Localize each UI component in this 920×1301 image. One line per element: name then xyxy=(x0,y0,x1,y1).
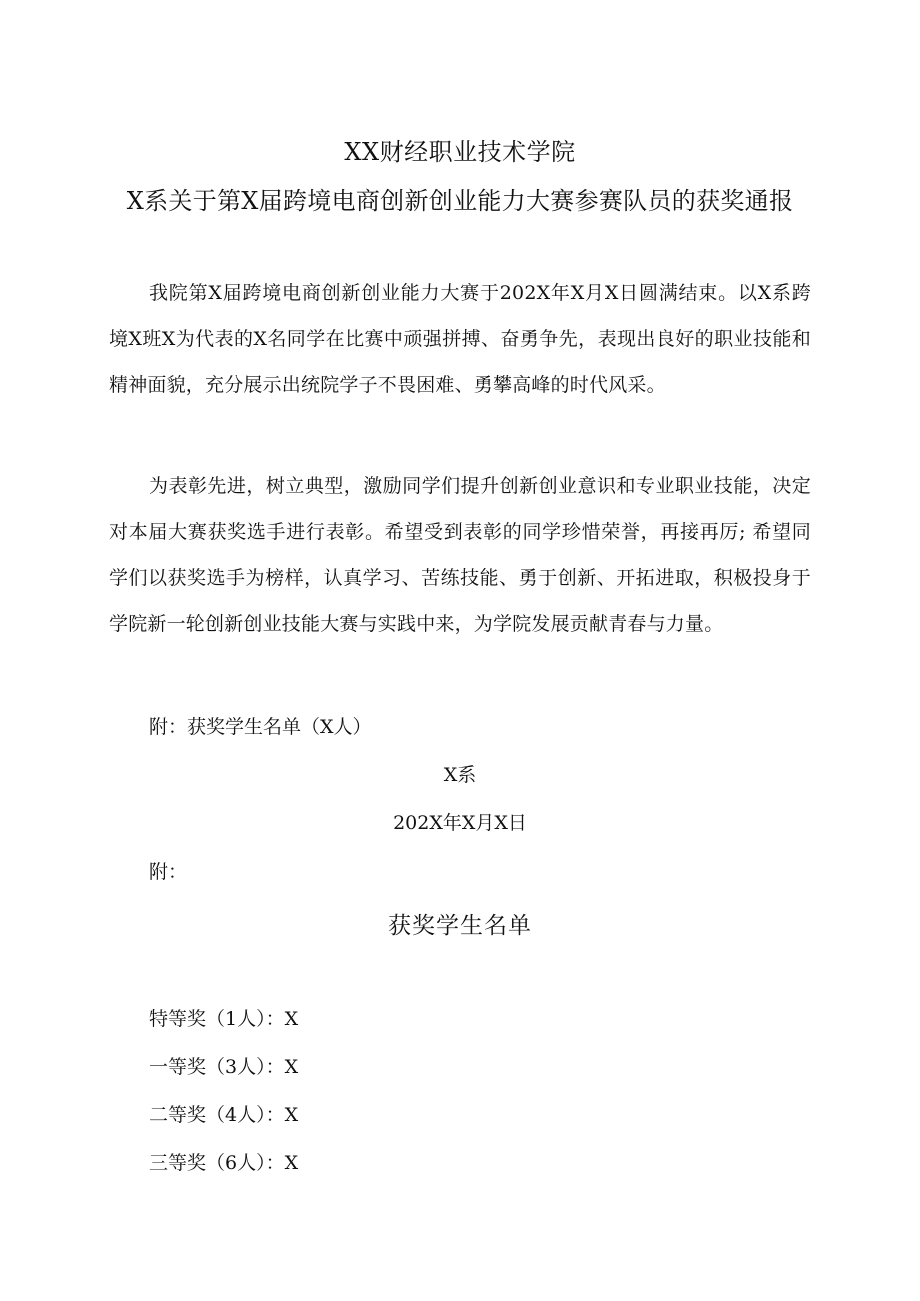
award-third: 三等奖（6人）：X xyxy=(149,1152,299,1174)
signature-department: X系 xyxy=(443,764,477,786)
award-special: 特等奖（1人）：X xyxy=(149,1008,299,1030)
paragraph-text: 为表彰先进，树立典型，激励同学们提升创新创业意识和专业职业技能，决定对本届大赛获奖选手进行表彰。希望受到表彰的同学珍惜荣誉，再接再厉; 希望同学们以获奖选手为榜样，认真学习、苦练技能、勇于创新、开拓进取，积极投身于学院新一轮创新创业技能大赛与实践中来，为学院发展贡献青春与力量。 xyxy=(109,475,811,635)
attachment-label: 附： xyxy=(149,861,188,883)
attachment-note: 附：获奖学生名单（X人） xyxy=(149,716,372,738)
signature-date: 202X年X月X日 xyxy=(393,812,527,834)
body-paragraph-2 xyxy=(109,463,811,647)
school-name: XX财经职业技术学院 xyxy=(344,138,576,166)
body-paragraph-1 xyxy=(109,270,811,408)
notice-title: X系关于第X届跨境电商创新创业能力大赛参赛队员的获奖通报 xyxy=(126,187,794,215)
paragraph-text: 我院第X届跨境电商创新创业能力大赛于202X年X月X日圆满结束。以X系跨境X班X为代表的X名同学在比赛中顽强拼搏、奋勇争先，表现出良好的职业技能和精神面貌，充分展示出统院学子不畏困难、勇攀高峰的时代风采。 xyxy=(109,282,811,396)
award-list-title: 获奖学生名单 xyxy=(388,913,532,939)
award-first: 一等奖（3人）：X xyxy=(149,1056,299,1078)
award-second: 二等奖（4人）：X xyxy=(149,1104,299,1126)
